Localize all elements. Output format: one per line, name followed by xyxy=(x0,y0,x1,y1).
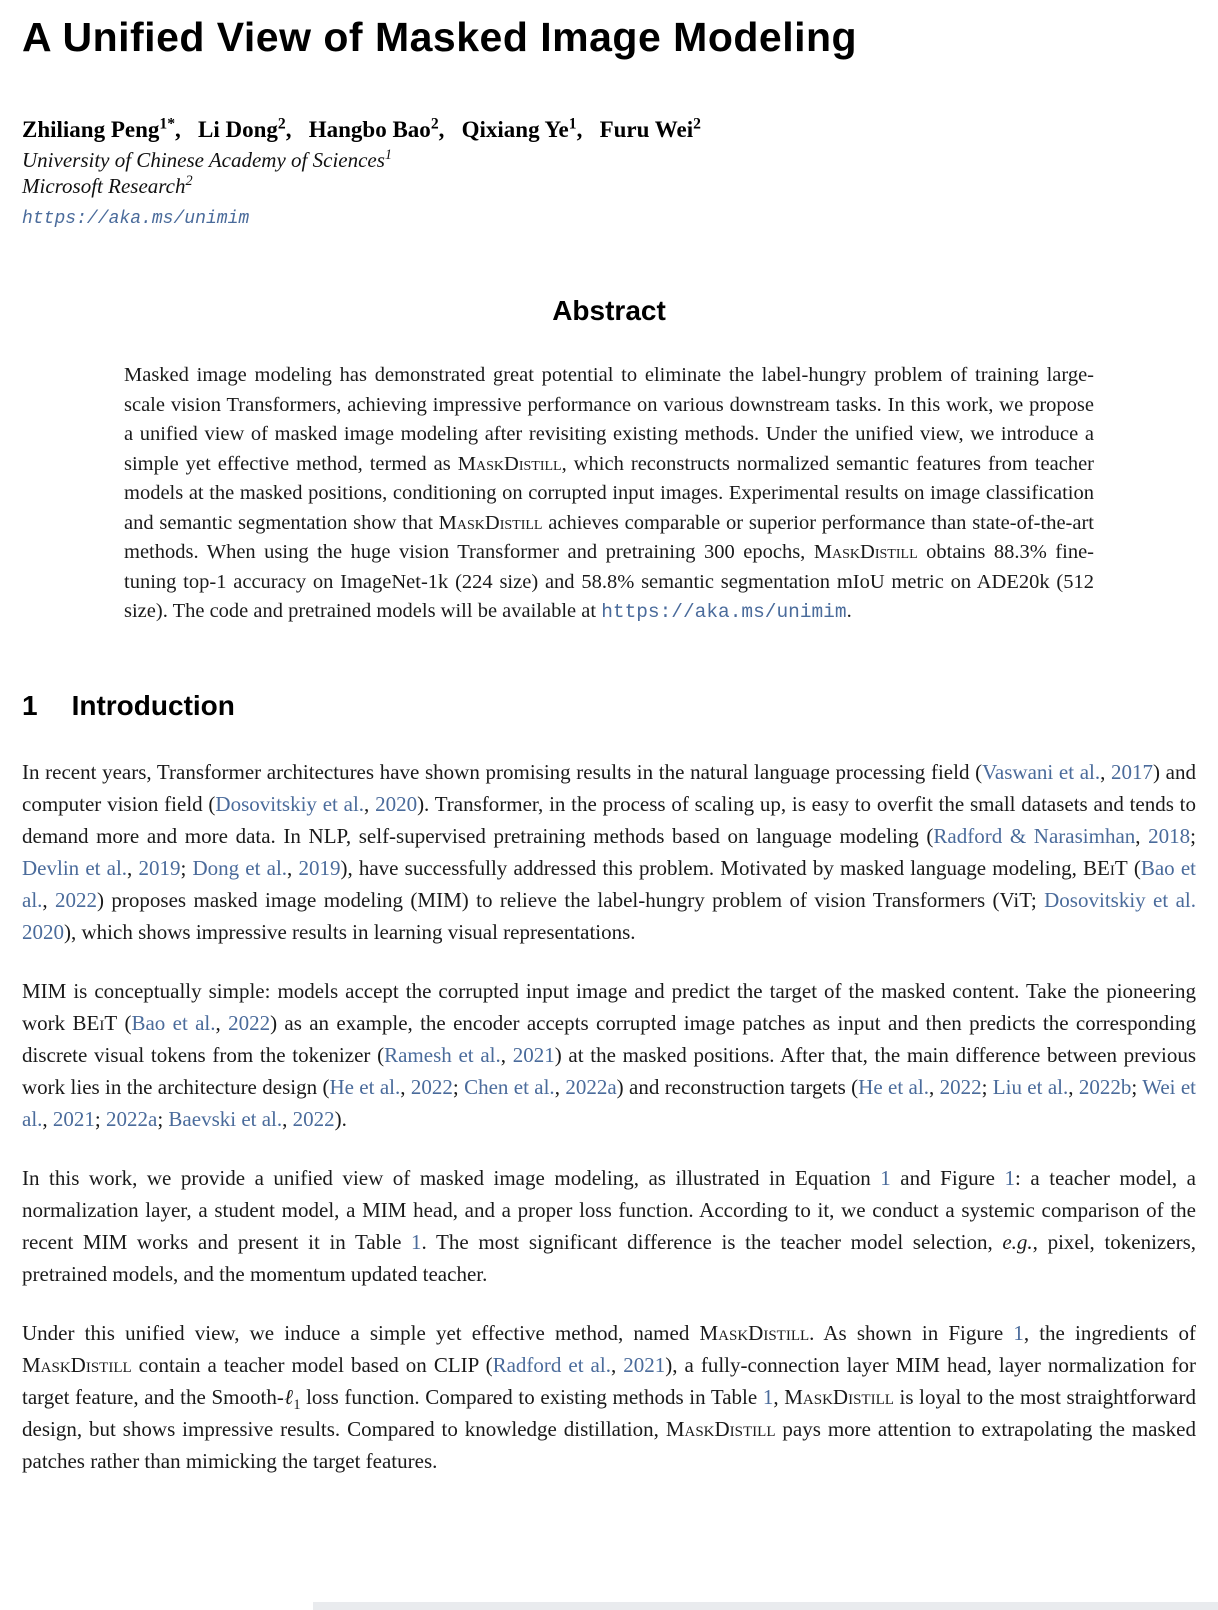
citation-link[interactable]: Baevski et al. xyxy=(168,1106,283,1131)
citation-link[interactable]: He et al. xyxy=(858,1074,929,1099)
citation-link[interactable]: 2020 xyxy=(375,791,418,816)
citation-link[interactable]: Chen et al. xyxy=(464,1074,555,1099)
citation-link[interactable]: 2022 xyxy=(939,1074,982,1099)
citation-link[interactable]: Ramesh et al. xyxy=(384,1042,501,1067)
citation-link[interactable]: Bao et al. xyxy=(131,1010,216,1035)
paper-title: A Unified View of Masked Image Modeling xyxy=(22,14,858,60)
section-heading-introduction xyxy=(22,690,1196,722)
intro-paragraph-1: In recent years, Transformer architectures have shown promising results in the natural language processing field (Vaswani et al., 2017) and computer vision field (Dosovitskiy et al., 2020). Transformer, in the process of scaling up, is easy to overfit the small datasets and tends to demand more and more data. In NLP, self-supervised pretraining methods based on language modeling (Radford & Narasimhan, 2018; Devlin et al., 2019; Dong et al., 2019), have successfully addressed this problem. Motivated by masked language modeling, BEiT (Bao et al., 2022) proposes masked image modeling (MIM) to relieve the label-hungry problem of vision Transformers (ViT; Dosovitskiy et al. 2020), which shows impressive results in learning visual representations. xyxy=(22,759,1197,944)
page-edge-bar xyxy=(313,1602,1218,1610)
citation-link[interactable]: 2022 xyxy=(292,1106,335,1131)
citation-link[interactable]: Dong et al. xyxy=(192,855,288,880)
section-title: Introduction xyxy=(71,689,235,721)
citation-link[interactable]: Wei et al. xyxy=(22,1074,1197,1131)
section-number: 1 xyxy=(22,689,38,721)
abstract-heading: Abstract xyxy=(552,295,666,326)
affiliation-2: Microsoft Research$^2$ xyxy=(22,173,193,198)
citation-link[interactable]: 2022b xyxy=(1078,1074,1132,1099)
citation-link[interactable]: 2019 xyxy=(298,855,341,880)
citation-link[interactable]: 2022 xyxy=(410,1074,453,1099)
citation-link[interactable]: 2021 xyxy=(52,1106,95,1131)
citation-link[interactable]: 2022a xyxy=(565,1074,617,1099)
citation-link[interactable]: Bao et al. xyxy=(22,855,1197,912)
intro-paragraph-4: Under this unified view, we induce a simple yet effective method, named MaskDistill. As shown in Figure 1, the ingredients of MaskDistill contain a teacher model based on CLIP (Radford et al., 2021), a fully-connection layer MIM head, layer normalization for target feature, and the Smooth-ℓ$_1$ loss function. Compared to existing methods in Table 1, MaskDistill is loyal to the most straightforward design, but shows impressive results. Compared to knowledge distillation, MaskDistill pays more attention to extrapolating the masked patches rather than mimicking the target features. xyxy=(22,1320,1196,1473)
citation-link[interactable]: Dosovitskiy et al. 2020 xyxy=(22,887,1196,944)
citation-link[interactable]: 1 xyxy=(411,1229,422,1254)
citation-link[interactable]: 2021 xyxy=(512,1042,555,1067)
citation-link[interactable]: 2017 xyxy=(1111,759,1154,784)
citation-link[interactable]: 1 xyxy=(1013,1320,1024,1345)
citation-link[interactable]: 2022 xyxy=(55,887,98,912)
citation-link[interactable]: 2022a xyxy=(106,1106,158,1131)
citation-link[interactable]: 2018 xyxy=(1148,823,1191,848)
intro-paragraph-3: In this work, we provide a unified view of masked image modeling, as illustrated in Equation 1 and Figure 1: a teacher model, a normalization layer, a student model, a MIM head, and a proper loss function. According to it, we conduct a systemic comparison of the recent MIM works and present it in Table 1. The most significant difference is the teacher model selection, e.g., pixel, tokenizers, pretrained models, and the momentum updated teacher. xyxy=(22,1165,1197,1286)
citation-link[interactable]: 1 xyxy=(1004,1165,1016,1190)
abstract-text: Masked image modeling has demonstrated great potential to eliminate the label-hungry problem of training large-scale vision Transformers, achieving impressive performance on various downstream tasks. In this work, we propose a unified view of masked image modeling after revisiting existing methods. Under the unified view, we introduce a simple yet effective method, termed as MaskDistill, which reconstructs normalized semantic features from teacher models at the masked positions, conditioning on corrupted input images. Experimental results on image classification and semantic segmentation show that MaskDistill achieves comparable or superior performance than state-of-the-art methods. When using the huge vision Transformer and pretraining 300 epochs, MaskDistill obtains 88.3% fine-tuning top-1 accuracy on ImageNet-1k (224 size) and 58.8% semantic segmentation mIoU metric on ADE20k (512 size). The code and pretrained models will be available at https://aka.ms/unimim. xyxy=(124,364,1094,623)
citation-link[interactable]: Liu et al. xyxy=(992,1074,1069,1099)
citation-link[interactable]: He et al. xyxy=(329,1074,401,1099)
paper-url-link[interactable]: https://aka.ms/unimim xyxy=(22,209,250,229)
citation-link[interactable]: 1 xyxy=(762,1384,774,1409)
citation-link[interactable]: 1 xyxy=(880,1165,891,1190)
citation-link[interactable]: Devlin et al. xyxy=(22,855,128,880)
paper-url-line xyxy=(22,207,1196,229)
citation-link[interactable]: Dosovitskiy et al. xyxy=(215,791,365,816)
citation-link[interactable]: 2022 xyxy=(228,1010,271,1035)
citation-link[interactable]: 2019 xyxy=(138,855,181,880)
citation-link[interactable]: Radford & Narasimhan xyxy=(933,823,1136,848)
citation-link[interactable]: Radford et al. xyxy=(492,1352,611,1377)
affiliation-1: University of Chinese Academy of Sciences$^1$ xyxy=(22,147,393,172)
authors-block xyxy=(22,117,1196,229)
citation-link[interactable]: Vaswani et al. xyxy=(982,759,1101,784)
url-link[interactable]: https://aka.ms/unimim xyxy=(601,601,847,623)
authors-line: Zhiliang Peng$^{1*}$, Li Dong$^2$, Hangbo Bao$^2$, Qixiang Ye$^1$, Furu Wei$^2$ xyxy=(22,115,701,142)
intro-paragraph-2: MIM is conceptually simple: models accept the corrupted input image and predict the target of the masked content. Take the pioneering work BEiT (Bao et al., 2022) as an example, the encoder accepts corrupted image patches as input and then predicts the corresponding discrete visual tokens from the tokenizer (Ramesh et al., 2021) at the masked positions. After that, the main difference between previous work lies in the architecture design (He et al., 2022; Chen et al., 2022a) and reconstruction targets (He et al., 2022; Liu et al., 2022b; Wei et al., 2021; 2022a; Baevski et al., 2022). xyxy=(22,978,1197,1131)
citation-link[interactable]: 2021 xyxy=(623,1352,666,1377)
